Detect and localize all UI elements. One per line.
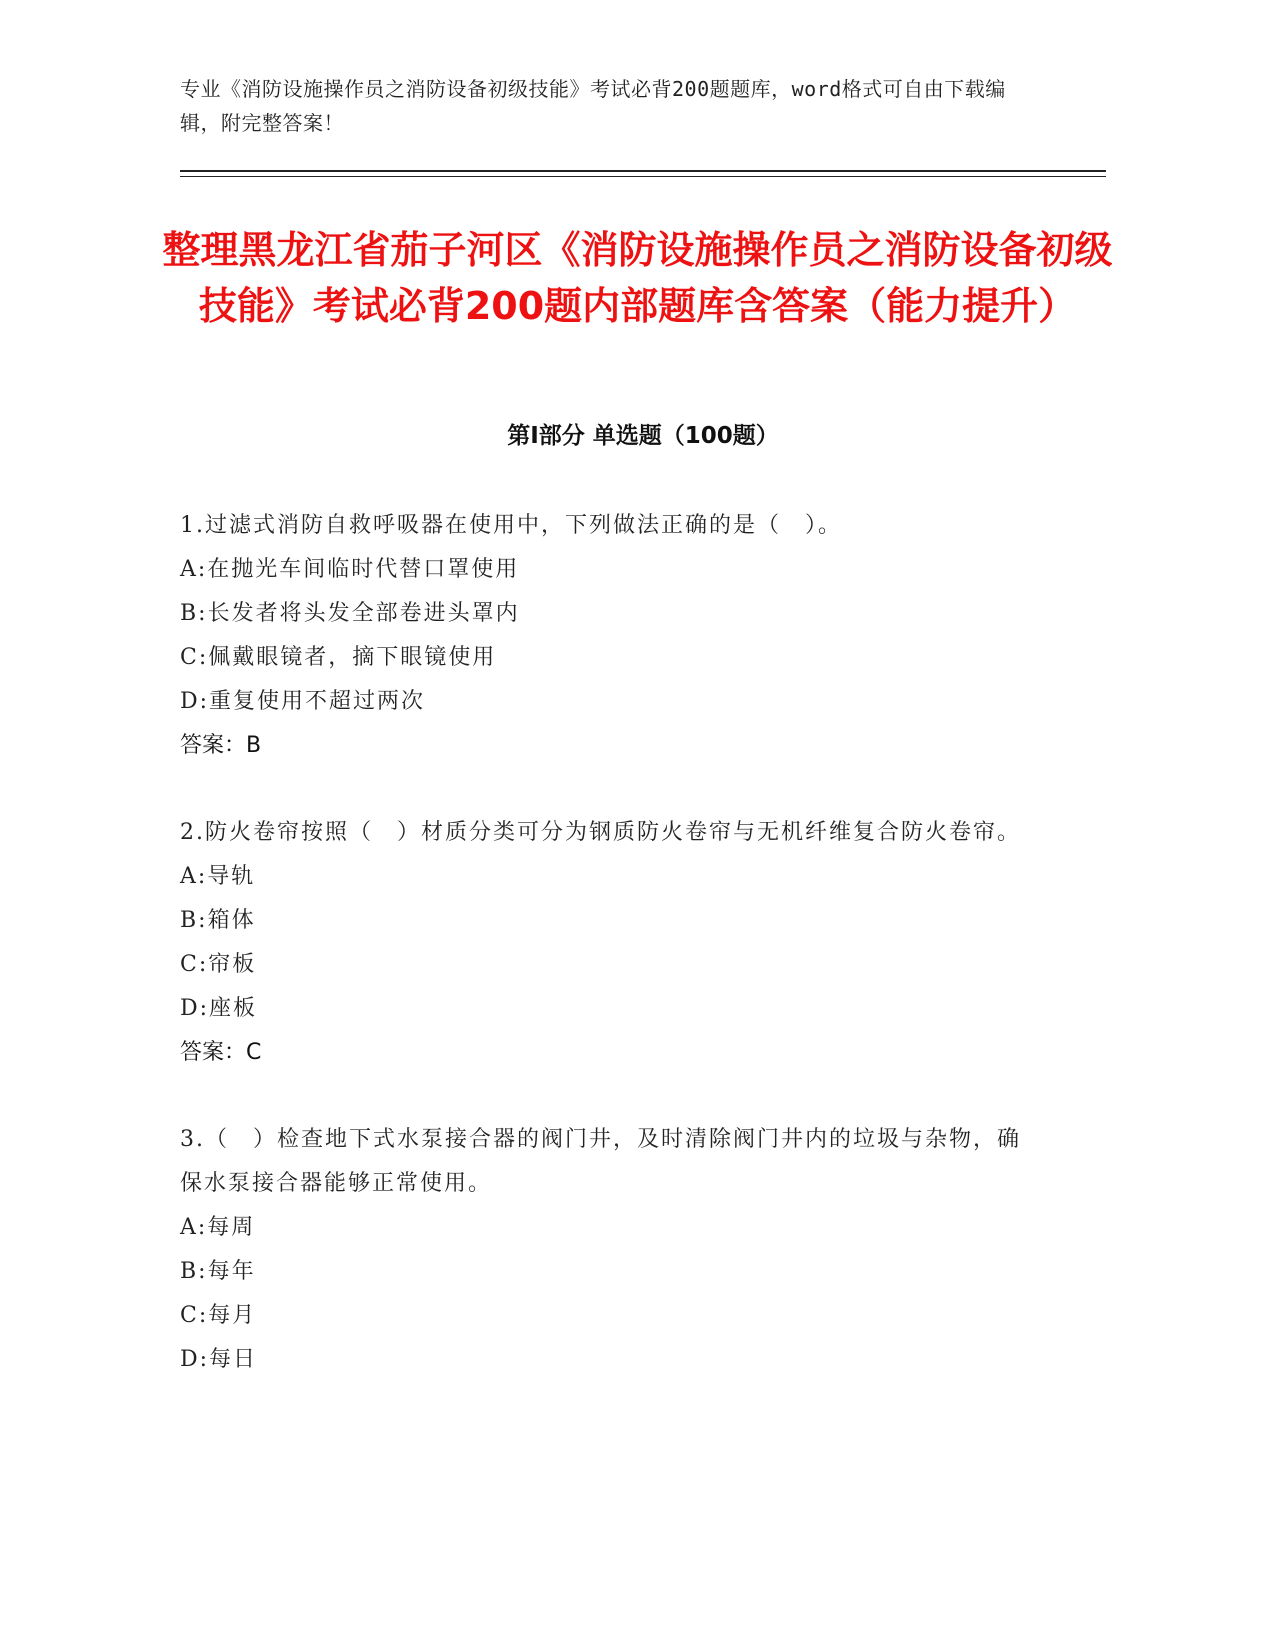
header-divider-thin (180, 176, 1106, 177)
option-b: B:箱体 (180, 908, 256, 933)
option-c: C:佩戴眼镜者，摘下眼镜使用 (180, 645, 497, 670)
answer-line: 答案：B (180, 733, 262, 758)
intro-paragraph: 专业《消防设施操作员之消防设备初级技能》考试必背200题题库，word格式可自由下载编辑，附完整答案！ (180, 77, 1006, 135)
option-b: B:每年 (180, 1259, 256, 1284)
option-d: D:重复使用不超过两次 (180, 689, 426, 714)
question-item (180, 811, 1040, 1075)
option-c: C:每月 (180, 1303, 257, 1328)
option-a: A:每周 (180, 1215, 256, 1240)
question-item (180, 1118, 1040, 1382)
question-list (180, 504, 1040, 1425)
section-heading: 第Ⅰ部分 单选题（100题） (507, 423, 779, 449)
header-divider-thick (180, 170, 1106, 172)
document-title: 整理黑龙江省茄子河区《消防设施操作员之消防设备初级技能》考试必背200题内部题库含答案（能力提升） (162, 228, 1113, 328)
question-stem: 1.过滤式消防自救呼吸器在使用中，下列做法正确的是（ ）。 (180, 513, 842, 538)
answer-line: 答案：C (180, 1040, 262, 1065)
option-a: A:在抛光车间临时代替口罩使用 (180, 557, 520, 582)
option-c: C:帘板 (180, 952, 257, 977)
option-b: B:长发者将头发全部卷进头罩内 (180, 601, 520, 626)
question-stem: 2.防火卷帘按照（ ）材质分类可分为钢质防火卷帘与无机纤维复合防火卷帘。 (180, 820, 1021, 845)
question-stem: 3.（ ）检查地下式水泵接合器的阀门井，及时清除阀门井内的垃圾与杂物，确保水泵接合器能够正常使用。 (180, 1127, 1021, 1196)
question-item (180, 504, 1040, 768)
option-d: D:每日 (180, 1347, 258, 1372)
option-d: D:座板 (180, 996, 258, 1021)
option-a: A:导轨 (180, 864, 256, 889)
